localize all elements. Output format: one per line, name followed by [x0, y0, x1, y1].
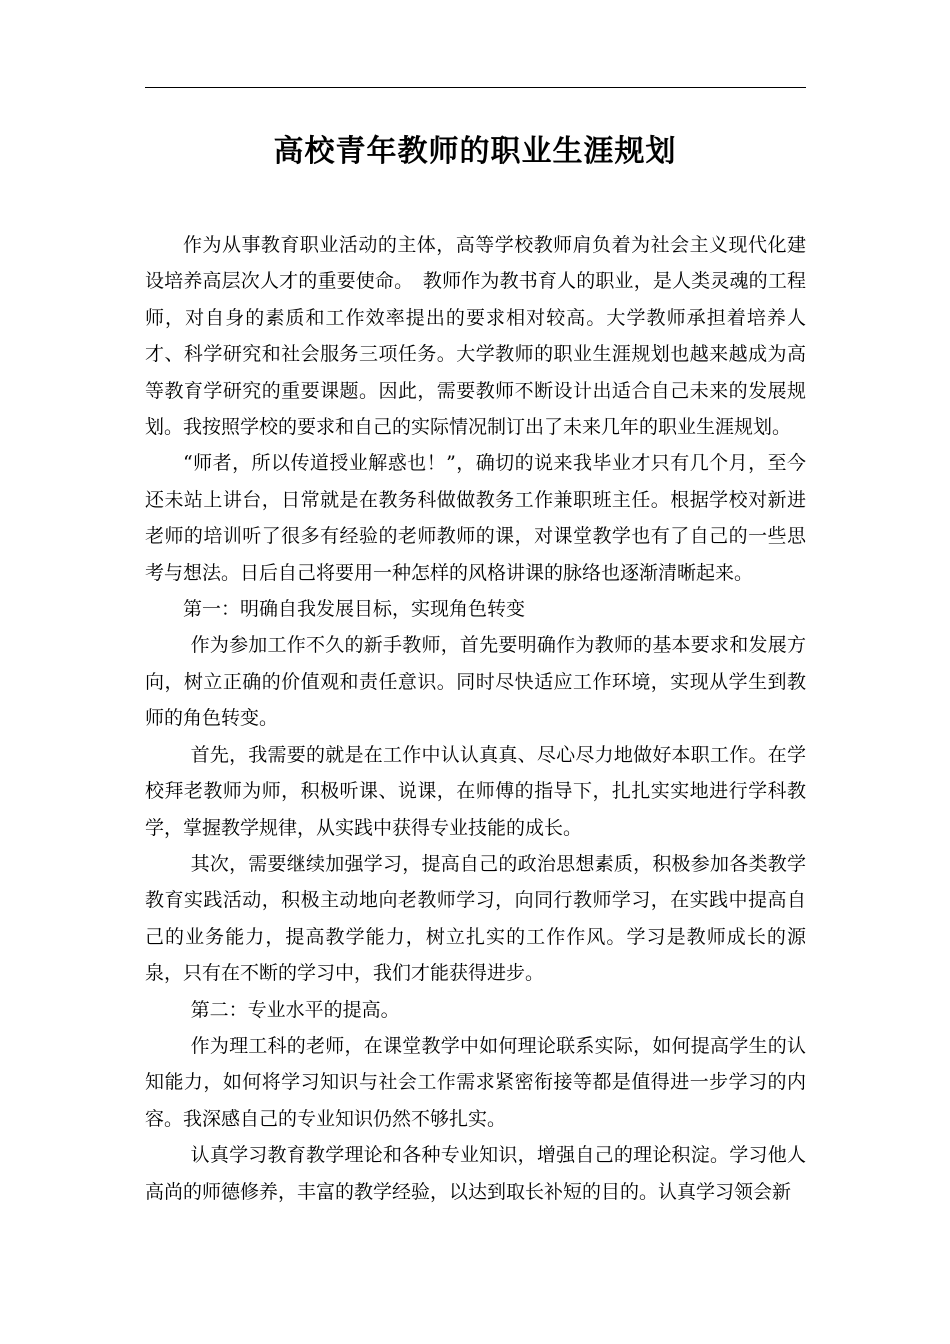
section-heading-1: 第一：明确自我发展目标，实现角色转变 [183, 598, 526, 621]
section-heading-2: 第二：专业水平的提高。 [190, 998, 400, 1021]
document-title: 高校青年教师的职业生涯规划 [273, 134, 677, 169]
paragraph-study-theory: 认真学习教育教学理论和各种专业知识，增强自己的理论积淀。学习他人高尚的师德修养，丰富的教学经验，以达到取长补短的目的。认真学习领会新 [145, 1144, 806, 1203]
paragraph-second: 其次，需要继续加强学习，提高自己的政治思想素质，积极参加各类教学教育实践活动，积极主动地向老教师学习，向同行教师学习，在实践中提高自己的业务能力，提高教学能力，树立扎实的工作作风。学习是教师成长的源泉，只有在不断的学习中，我们才能获得进步。 [145, 852, 806, 985]
header-rule [145, 87, 806, 88]
document-body [145, 227, 806, 1210]
paragraph-intro: 作为从事教育职业活动的主体，高等学校教师肩负着为社会主义现代化建设培养高层次人才的重要使命。 教师作为教书育人的职业，是人类灵魂的工程师，对自身的素质和工作效率提出的要求相对较高。大学教师承担着培养人才、科学研究和社会服务三项任务。大学教师的职业生涯规划也越来越成为高等教育学研究的重要课题。因此，需要教师不断设计出适合自己未来的发展规划。我按照学校的要求和自己的实际情况制订出了未来几年的职业生涯规划。 [145, 234, 806, 439]
paragraph-quote: “师者，所以传道授业解惑也！”，确切的说来我毕业才只有几个月，至今还未站上讲台，日常就是在教务科做做教务工作兼职班主任。根据学校对新进老师的培训听了很多有经验的老师教师的课，对课堂教学也有了自己的一些思考与想法。日后自己将要用一种怎样的风格讲课的脉络也逐渐清晰起来。 [145, 452, 806, 584]
paragraph-first: 首先，我需要的就是在工作中认认真真、尽心尽力地做好本职工作。在学校拜老教师为师，积极听课、说课，在师傅的指导下，扎扎实实地进行学科教学，掌握教学规律，从实践中获得专业技能的成长。 [145, 743, 806, 839]
paragraph-role-transition: 作为参加工作不久的新手教师，首先要明确作为教师的基本要求和发展方向，树立正确的价值观和责任意识。同时尽快适应工作环境，实现从学生到教师的角色转变。 [145, 634, 806, 730]
paragraph-science-teacher: 作为理工科的老师，在课堂教学中如何理论联系实际，如何提高学生的认知能力，如何将学习知识与社会工作需求紧密衔接等都是值得进一步学习的内容。我深感自己的专业知识仍然不够扎实。 [145, 1034, 806, 1130]
